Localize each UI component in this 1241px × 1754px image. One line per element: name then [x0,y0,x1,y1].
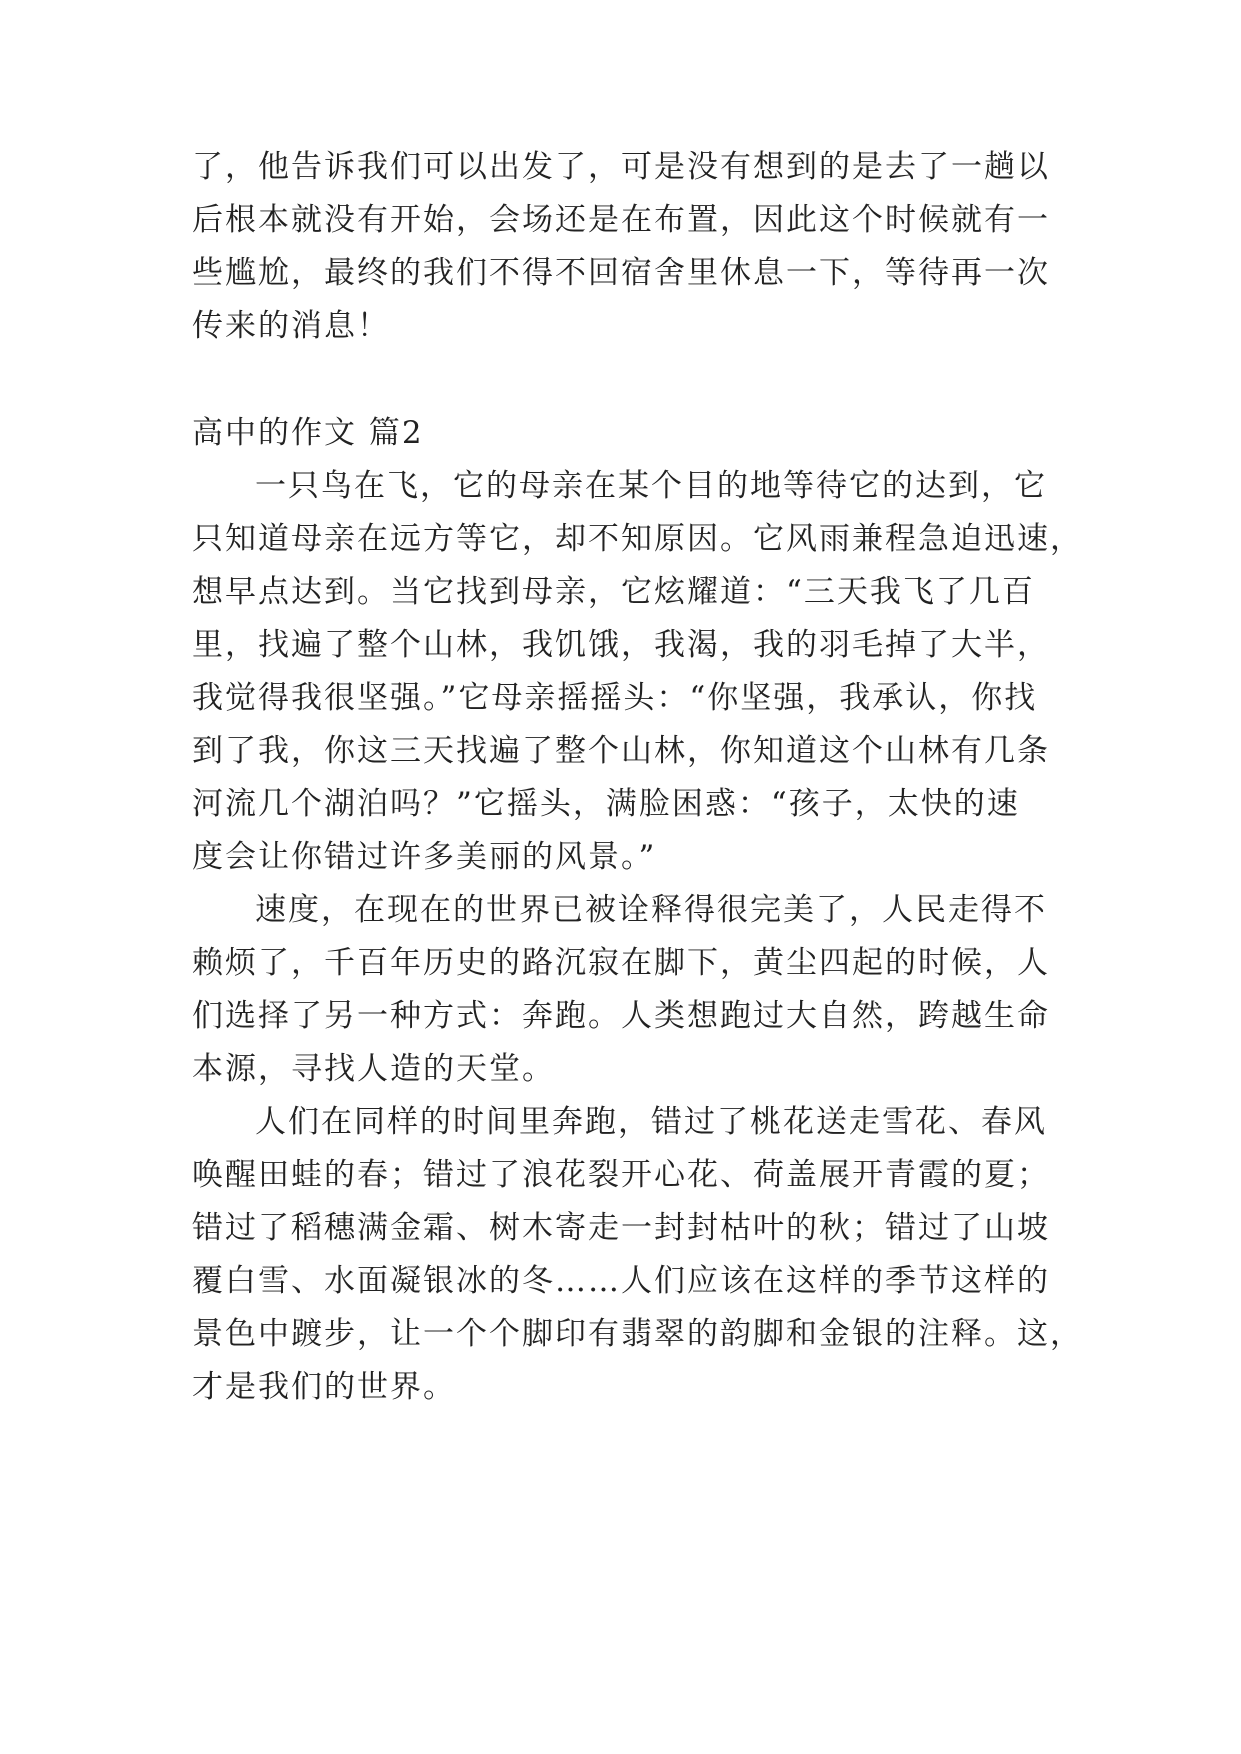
paragraph-line: 才是我们的世界。 [192,1369,456,1405]
paragraph-line: 唤醒田蛙的春；错过了浪花裂开心花、荷盖展开青霞的夏； [192,1157,1050,1193]
paragraph-line: 覆白雪、水面凝银冰的冬……人们应该在这样的季节这样的 [192,1263,1050,1299]
paragraph-line: 们选择了另一种方式：奔跑。人类想跑过大自然，跨越生命 [192,998,1050,1034]
paragraph-line: 速度，在现在的世界已被诠释得很完美了，人民走得不 [255,892,1047,928]
paragraph-line: 我觉得我很坚强。”它母亲摇摇头：“你坚强，我承认，你找 [192,680,1038,716]
section-title: 高中的作文 篇2 [192,415,424,451]
paragraph-line: 错过了稻穗满金霜、树木寄走一封封枯叶的秋；错过了山坡 [192,1210,1050,1246]
intro-line: 后根本就没有开始，会场还是在布置，因此这个时候就有一 [192,202,1050,238]
paragraph-line: 想早点达到。当它找到母亲，它炫耀道：“三天我飞了几百 [192,574,1035,610]
paragraph-line: 一只鸟在飞，它的母亲在某个目的地等待它的达到，它 [255,468,1047,504]
paragraph-line: 本源，寻找人造的天堂。 [192,1051,555,1087]
paragraph-line: 只知道母亲在远方等它，却不知原因。它风雨兼程急迫迅速， [192,521,1083,557]
paragraph-line: 河流几个湖泊吗？”它摇头，满脸困惑：“孩子，太快的速 [192,786,1020,822]
paragraph-line: 度会让你错过许多美丽的风景。” [192,839,657,875]
intro-line: 传来的消息！ [192,308,390,344]
paragraph-line: 里，找遍了整个山林，我饥饿，我渴，我的羽毛掉了大半， [192,627,1050,663]
paragraph-line: 到了我，你这三天找遍了整个山林，你知道这个山林有几条 [192,733,1050,769]
intro-line: 些尴尬，最终的我们不得不回宿舍里休息一下，等待再一次 [192,255,1050,291]
paragraph-line: 人们在同样的时间里奔跑，错过了桃花送走雪花、春风 [255,1104,1047,1140]
intro-line: 了，他告诉我们可以出发了，可是没有想到的是去了一趟以 [192,149,1050,185]
paragraph-line: 景色中踱步，让一个个脚印有翡翠的韵脚和金银的注释。这， [192,1316,1083,1352]
paragraph-line: 赖烦了，千百年历史的路沉寂在脚下，黄尘四起的时候，人 [192,945,1050,981]
